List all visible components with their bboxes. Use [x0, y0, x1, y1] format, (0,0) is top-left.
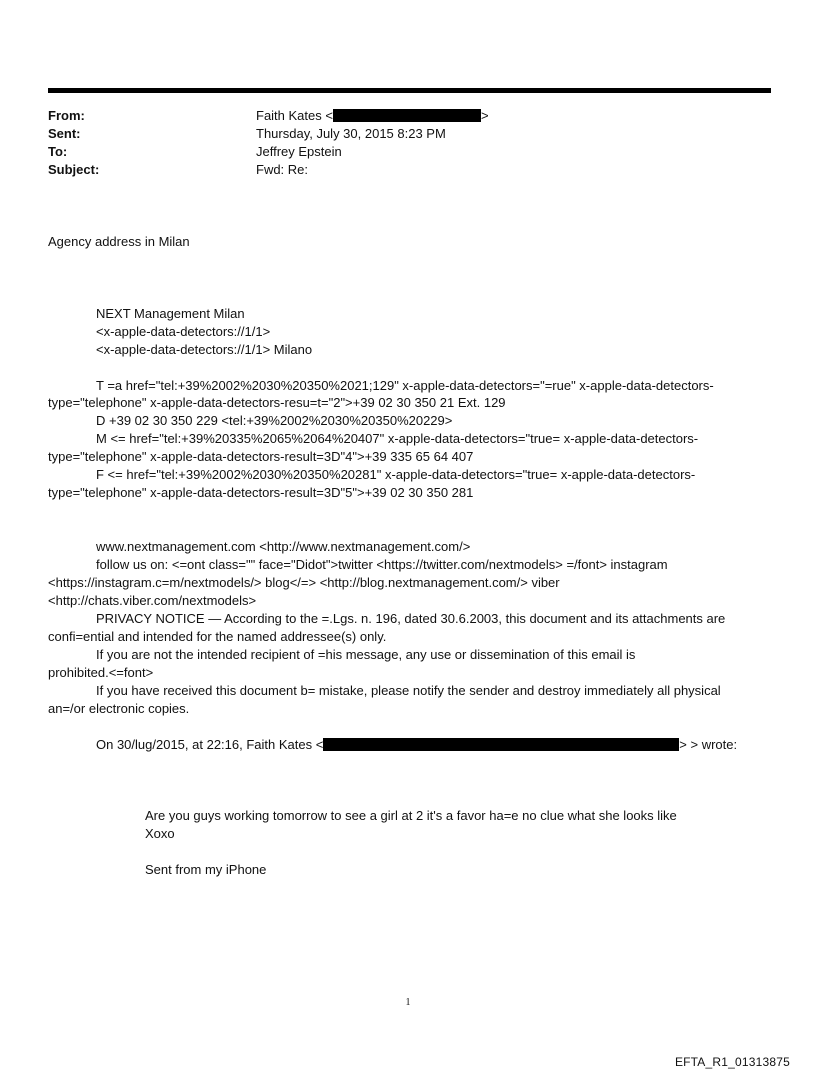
address-detector-2: <x-apple-data-detectors://1/1> Milano — [96, 342, 313, 357]
from-suffix: > — [480, 108, 489, 123]
phone-f-line-2: type="telephone" x-apple-data-detectors-result=3D"5">+39 02 30 350 281 — [48, 485, 474, 500]
from-label: From: — [48, 108, 85, 123]
address-detector-1: <x-apple-data-detectors://1/1> — [96, 324, 271, 339]
phone-t-line-1: T =a href="tel:+39%2002%2030%20350%2021;129" x-apple-data-detectors="=rue" x-apple-data-detectors- — [96, 378, 714, 393]
redaction-box — [323, 738, 679, 751]
quote-attribution — [96, 736, 737, 754]
from-value — [256, 107, 489, 125]
signature: Sent from my iPhone — [145, 862, 267, 877]
page-number: 1 — [405, 997, 411, 1008]
redaction-box — [333, 109, 481, 122]
mistake-line-2: an=/or electronic copies. — [48, 701, 190, 716]
sent-label: Sent: — [48, 126, 81, 141]
privacy-line-2: confi=ential and intended for the named addressee(s) only. — [48, 629, 387, 644]
phone-t-line-2: type="telephone" x-apple-data-detectors-resu=t="2">+39 02 30 350 21 Ext. 129 — [48, 395, 506, 410]
phone-d-line: D +39 02 30 350 229 <tel:+39%2002%2030%20350%20229> — [96, 413, 453, 428]
not-recipient-line-1: If you are not the intended recipient of =his message, any use or dissemination of this email is — [96, 647, 636, 662]
subject-label: Subject: — [48, 162, 100, 177]
follow-line-3: <http://chats.viber.com/nextmodels> — [48, 593, 257, 608]
phone-f-line-1: F <= href="tel:+39%2002%2030%20350%20281" x-apple-data-detectors="true= x-apple-data-detectors- — [96, 467, 696, 482]
to-label: To: — [48, 144, 68, 159]
follow-line-1: follow us on: <=ont class="" face="Didot">twitter <https://twitter.com/nextmodels> =/font> instagram — [96, 557, 668, 572]
phone-m-line-2: type="telephone" x-apple-data-detectors-result=3D"4">+39 335 65 64 407 — [48, 449, 474, 464]
not-recipient-line-2: prohibited.<=font> — [48, 665, 154, 680]
sent-value: Thursday, July 30, 2015 8:23 PM — [256, 126, 446, 141]
mistake-line-1: If you have received this document b= mistake, please notify the sender and destroy immediately all physical — [96, 683, 721, 698]
subject-value: Fwd: Re: — [256, 162, 309, 177]
website-link: www.nextmanagement.com <http://www.nextmanagement.com/> — [96, 539, 471, 554]
quoted-message-line-1: Are you guys working tomorrow to see a girl at 2 it's a favor ha=e no clue what she looks like — [145, 808, 677, 823]
quote-suffix: > > wrote: — [679, 737, 738, 752]
from-name: Faith Kates < — [256, 108, 333, 123]
email-header — [48, 107, 748, 183]
quote-prefix: On 30/lug/2015, at 22:16, Faith Kates < — [96, 737, 324, 752]
intro-text: Agency address in Milan — [48, 234, 190, 249]
header-rule — [48, 88, 771, 93]
phone-m-line-1: M <= href="tel:+39%20335%2065%2064%20407" x-apple-data-detectors="true= x-apple-data-detectors- — [96, 431, 699, 446]
privacy-line-1: PRIVACY NOTICE — According to the =.Lgs. n. 196, dated 30.6.2003, this document and its attachments are — [96, 611, 726, 626]
follow-line-2: <https://instagram.c=m/nextmodels/> blog</=> <http://blog.nextmanagement.com/> viber — [48, 575, 560, 590]
quoted-message-line-2: Xoxo — [145, 826, 175, 841]
bates-number: EFTA_R1_01313875 — [674, 1055, 790, 1069]
to-value: Jeffrey Epstein — [256, 144, 342, 159]
agency-name: NEXT Management Milan — [96, 306, 245, 321]
